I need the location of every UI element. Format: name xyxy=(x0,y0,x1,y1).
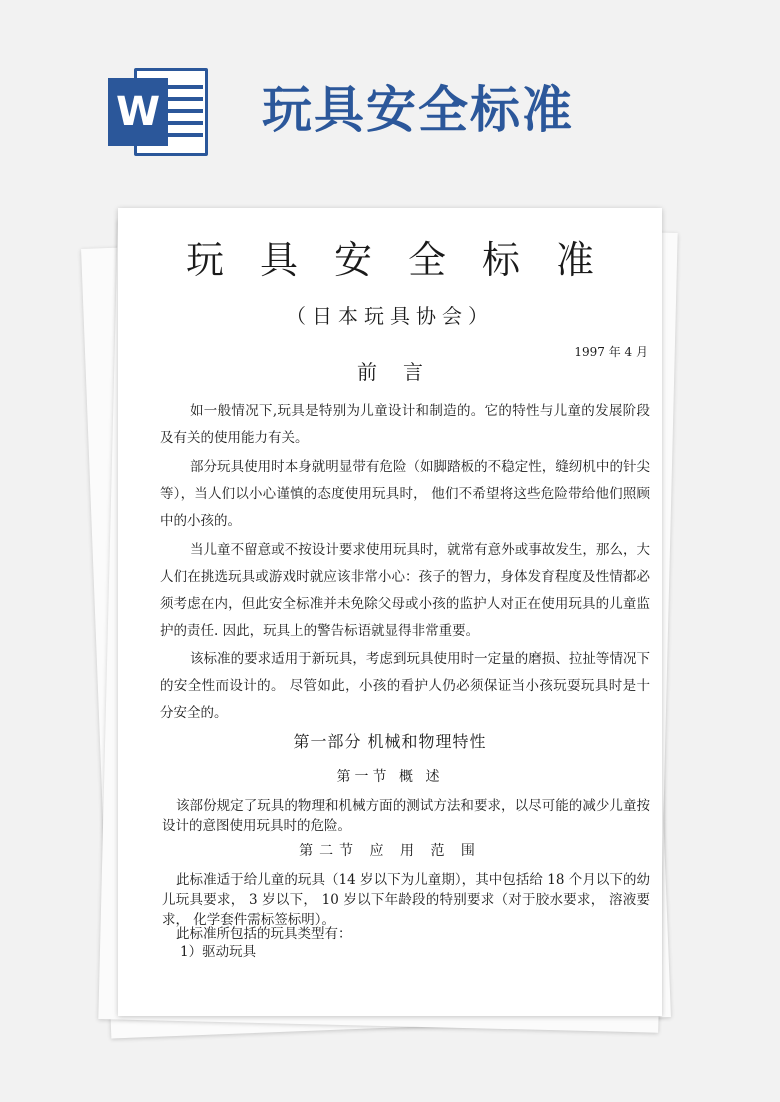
section-paragraph: 此标准适于给儿童的玩具（14 岁以下为儿童期），其中包括给 18 个月以下的幼儿玩具要求， 3 岁以下， 10 岁以下年龄段的特别要求（对于胶水要求， 溶液要求， 化学套件需标签标明）。 xyxy=(162,872,650,928)
section-heading: 第二节 应 用 范 围 xyxy=(299,843,481,859)
word-document-icon xyxy=(108,68,208,156)
document-title: 玩具安全标准 xyxy=(185,238,630,282)
preface-paragraph: 如一般情况下,玩具是特别为儿童设计和制造的。它的特性与儿童的发展阶段及有关的使用能力有关。 xyxy=(160,403,650,446)
preface-paragraph: 该标准的要求适用于新玩具，考虑到玩具使用时一定量的磨损、拉扯等情况下的安全性而设计的。 尽管如此，小孩的看护人仍必须保证当小孩玩耍玩具时是十分安全的。 xyxy=(160,651,650,721)
section-paragraph: 该部份规定了玩具的物理和机械方面的测试方法和要求，以尽可能的减少儿童按设计的意图使用玩具时的危险。 xyxy=(162,798,650,834)
part-heading: 第一部分 机械和物理特性 xyxy=(293,732,487,751)
toy-type-item: 1）驱动玩具 xyxy=(180,944,257,960)
preface-paragraph: 当儿童不留意或不按设计要求使用玩具时，就常有意外或事故发生，那么，大人们在挑选玩具或游戏时就应该非常小心：孩子的智力，身体发育程度及性情都必须考虑在内，但此安全标准并未免除父母或小孩的监护人对正在使用玩具的儿童监护的责任. 因此，玩具上的警告标语就显得非常重要。 xyxy=(160,542,650,639)
document-subtitle: （日本玩具协会） xyxy=(286,304,494,328)
page-header xyxy=(0,0,780,190)
word-logo-letter: W xyxy=(108,78,168,146)
section-heading: 第一节 概 述 xyxy=(336,769,444,785)
toy-types-intro: 此标准所包括的玩具类型有： xyxy=(176,926,352,942)
header-title: 玩具安全标准 xyxy=(262,81,574,139)
preface-paragraph: 部分玩具使用时本身就明显带有危险（如脚踏板的不稳定性，缝纫机中的针尖等），当人们以小心谨慎的态度使用玩具时， 他们不希望将这些危险带给他们照顾中的小孩的。 xyxy=(160,459,650,529)
document-page xyxy=(118,208,662,1016)
preface-heading: 前言 xyxy=(357,360,449,384)
document-date: 1997 年 4 月 xyxy=(574,345,648,359)
